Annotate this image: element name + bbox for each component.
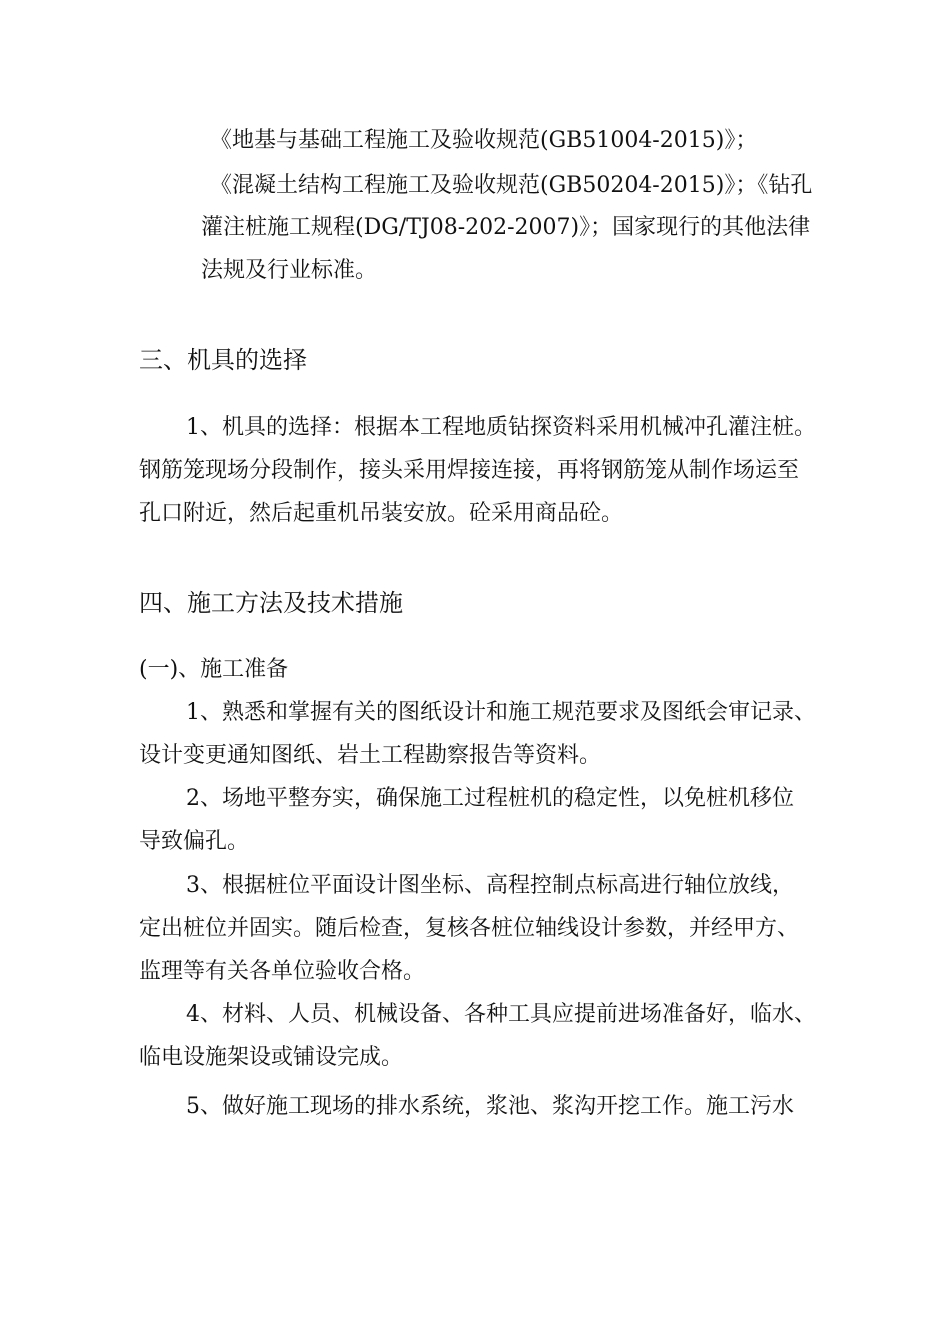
item-4-line-1: 4、材料、人员、机械设备、各种工具应提前进场准备好，临水、 xyxy=(186,1002,816,1027)
item-4-line-2: 临电设施架设或铺设完成。 xyxy=(139,1045,404,1070)
section-4-heading: 四、施工方法及技术措施 xyxy=(139,589,403,617)
ref-line-3: 灌注桩施工规程(DG/TJ08-202-2007)》；国家现行的其他法律 xyxy=(201,215,811,240)
section-3-heading: 三、机具的选择 xyxy=(139,346,307,374)
sec3-para-line-3: 孔口附近，然后起重机吊装安放。砼采用商品砼。 xyxy=(139,501,624,526)
item-2-line-2: 导致偏孔。 xyxy=(139,829,250,854)
item-5-line-1: 5、做好施工现场的排水系统，浆池、浆沟开挖工作。施工污水 xyxy=(186,1094,794,1119)
item-3-line-1: 3、根据桩位平面设计图坐标、高程控制点标高进行轴位放线， xyxy=(186,873,794,898)
sec4-subheading: (一)、施工准备 xyxy=(139,657,289,682)
item-1-line-1: 1、熟悉和掌握有关的图纸设计和施工规范要求及图纸会审记录、 xyxy=(186,700,816,725)
ref-line-2: 《混凝土结构工程施工及验收规范(GB50204-2015)》；《钻孔 xyxy=(210,173,813,198)
item-3-line-2: 定出桩位并固实。随后检查，复核各桩位轴线设计参数，并经甲方、 xyxy=(139,916,800,941)
item-2-line-1: 2、场地平整夯实，确保施工过程桩机的稳定性，以免桩机移位 xyxy=(186,786,794,811)
ref-line-4: 法规及行业标准。 xyxy=(201,258,378,283)
sec3-para-line-1: 1、机具的选择：根据本工程地质钻探资料采用机械冲孔灌注桩。 xyxy=(186,415,816,440)
sec3-para-line-2: 钢筋笼现场分段制作，接头采用焊接连接，再将钢筋笼从制作场运至 xyxy=(139,458,800,483)
ref-line-1: 《地基与基础工程施工及验收规范(GB51004-2015)》； xyxy=(210,128,758,153)
item-1-line-2: 设计变更通知图纸、岩土工程勘察报告等资料。 xyxy=(139,743,602,768)
item-3-line-3: 监理等有关各单位验收合格。 xyxy=(139,959,426,984)
